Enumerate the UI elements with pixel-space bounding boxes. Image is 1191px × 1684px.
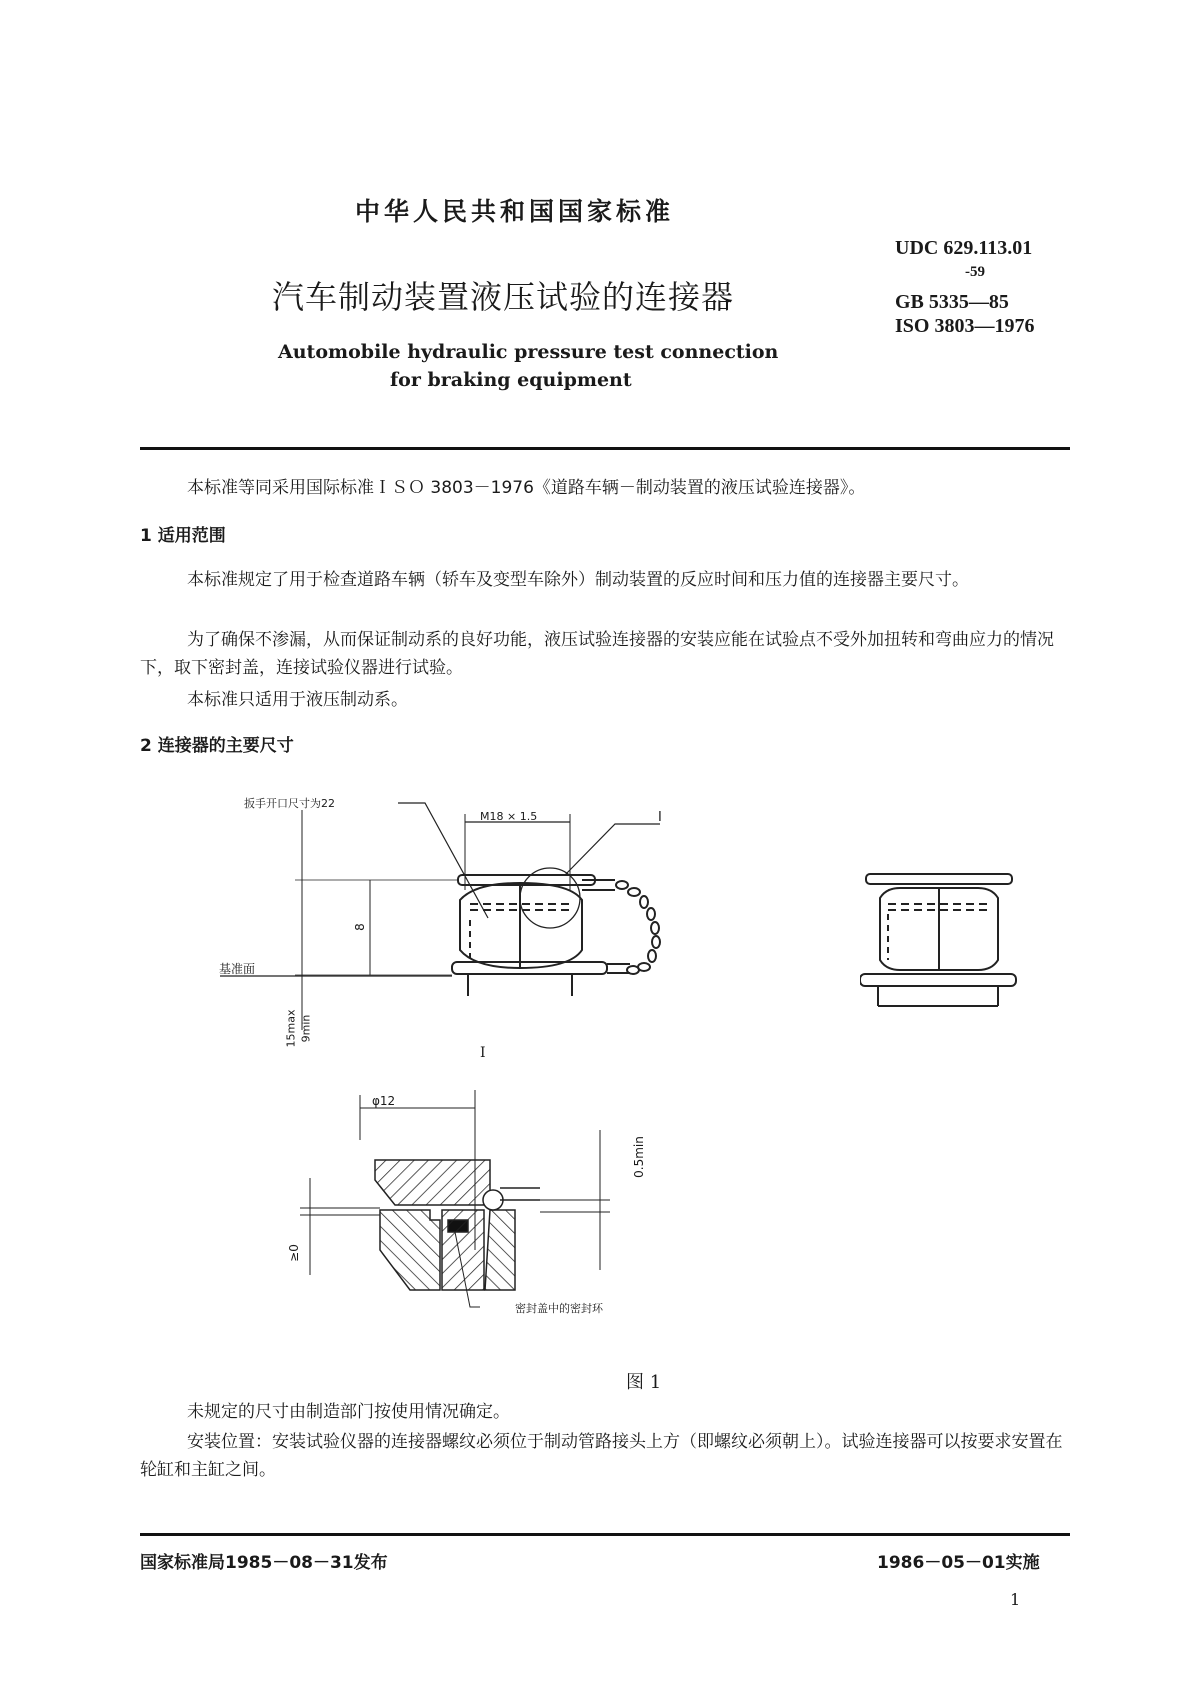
detail-reference-label: I [658, 810, 662, 825]
issue-date: 国家标准局1985－08－31发布 [140, 1553, 388, 1573]
standard-codes [895, 236, 1034, 338]
connector-side-view-drawing [860, 870, 1020, 1010]
unspecified-dimensions-paragraph: 未规定的尺寸由制造部门按使用情况确定。 [187, 1402, 510, 1422]
header-divider [140, 447, 1070, 450]
phi12-label: φ12 [372, 1094, 396, 1108]
title-english [278, 338, 778, 394]
section2-heading: 2 连接器的主要尺寸 [140, 736, 294, 756]
effective-date: 1986－05－01实施 [877, 1553, 1040, 1573]
section1-paragraph3: 本标准只适用于液压制动系。 [187, 690, 408, 710]
thread-size-label: M18 × 1.5 [480, 810, 538, 823]
footer-divider [140, 1533, 1070, 1536]
page-number: 1 [1010, 1590, 1021, 1609]
udc-code-suffix: -59 [965, 264, 985, 280]
gb-code: GB 5335—85 [895, 291, 1009, 313]
udc-code: UDC 629.113.01 [895, 237, 1033, 259]
detail-i-drawing [300, 1090, 660, 1310]
datum-plane-label: 基准面 [219, 962, 256, 976]
dimension-0-5min-label: 0.5min [631, 1136, 646, 1178]
seal-ring-label: 密封盖中的密封环 [515, 1302, 603, 1315]
wrench-size-label: 扳手开口尺寸为22 [244, 797, 335, 810]
title-english-line1: Automobile hydraulic pressure test connection [278, 341, 779, 363]
title-english-line2: for braking equipment [390, 369, 632, 391]
iso-code: ISO 3803—1976 [895, 315, 1035, 337]
national-standard-heading: 中华人民共和国国家标准 [355, 197, 675, 226]
section1-heading: 1 适用范围 [140, 526, 226, 546]
section1-paragraph2: 为了确保不渗漏，从而保证制动系的良好功能，液压试验连接器的安装应能在试验点不受外加扭转和弯曲应力的情况下，取下密封盖，连接试验仪器进行试验。 [140, 630, 1054, 678]
title-chinese: 汽车制动装置液压试验的连接器 [272, 278, 735, 316]
dimension-8-label: 8 [352, 923, 367, 931]
section1-paragraph1: 本标准规定了用于检查道路车辆（轿车及变型车除外）制动装置的反应时间和压力值的连接器主要尺寸。 [187, 570, 969, 590]
dimension-15max-label: 15max [284, 1009, 298, 1048]
installation-position-paragraph: 安装位置：安装试验仪器的连接器螺纹必须位于制动管路接头上方（即螺纹必须朝上）。试验连接器可以按要求安置在轮缸和主缸之间。 [140, 1432, 1063, 1480]
detail-title: I [480, 1045, 486, 1061]
dimension-9min-label: 9min [299, 1014, 313, 1043]
dimension-ge0-label: ≥0 [286, 1244, 301, 1262]
figure-caption: 图 1 [626, 1372, 662, 1393]
intro-paragraph: 本标准等同采用国际标准ＩＳＯ 3803－1976《道路车辆－制动装置的液压试验连接器》。 [187, 478, 866, 498]
